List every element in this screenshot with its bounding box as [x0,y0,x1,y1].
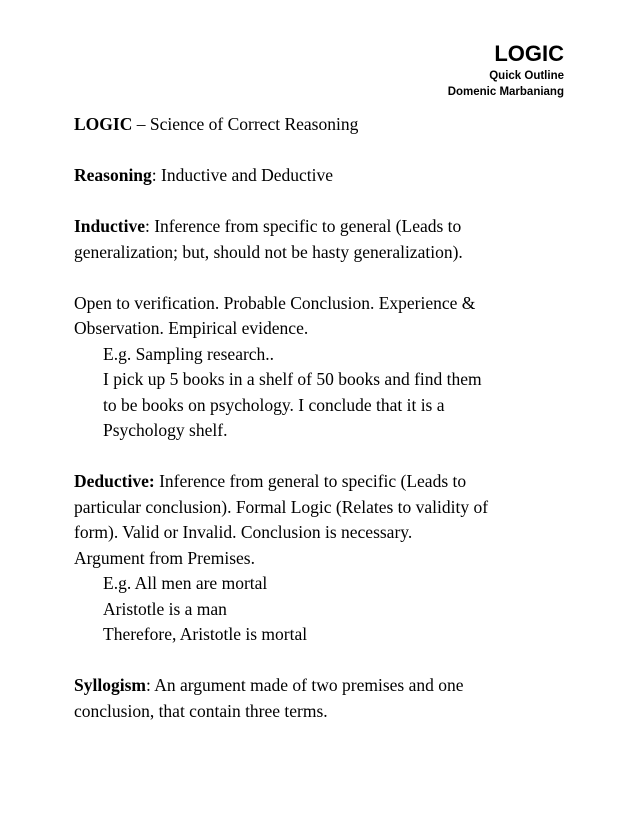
inductive-line-2: generalization; but, should not be hasty generalization). [74,241,463,262]
header-subtitle: Quick Outline [489,70,564,82]
deductive-term: Deductive: [74,471,155,491]
syllogism-term: Syllogism [74,675,146,695]
inductive-notes [74,291,574,444]
deductive-definition [74,469,574,648]
header-title: LOGIC [494,41,564,66]
deductive-line-1: Inference from general to specific (Leads to [154,471,467,491]
reasoning-text: : Inductive and Deductive [151,165,334,185]
reasoning-definition [74,163,574,189]
syllogism-line-2: conclusion, that contain three terms. [74,700,328,721]
logic-term: LOGIC [74,114,133,134]
inductive-line-1: : Inference from specific to general (Leads to [144,216,462,236]
inductive-definition [74,214,574,265]
inductive-example-2: I pick up 5 books in a shelf of 50 books and find them [103,369,482,389]
inductive-example-4: Psychology shelf. [103,420,228,440]
logic-text: – Science of Correct Reasoning [132,114,359,134]
document-body [74,112,574,750]
header-author: Domenic Marbaniang [447,86,564,98]
reasoning-term: Reasoning [74,165,152,185]
deductive-example-2: Aristotle is a man [103,598,227,619]
syllogism-definition [74,673,574,724]
document-header [448,40,564,100]
inductive-example-3: to be books on psychology. I conclude that it is a [103,394,445,415]
deductive-example-1: E.g. All men are mortal [103,573,268,593]
deductive-line-2: particular conclusion). Formal Logic (Relates to validity of [74,496,489,517]
logic-definition [74,112,574,138]
deductive-line-3: form). Valid or Invalid. Conclusion is necessary. [74,522,413,542]
syllogism-line-1: : An argument made of two premises and one [145,675,464,695]
inductive-notes-line-1: Open to verification. Probable Conclusion. Experience & [74,292,476,313]
deductive-line-4: Argument from Premises. [74,547,255,568]
inductive-term: Inductive [74,216,145,236]
inductive-example-1: E.g. Sampling research.. [103,343,275,364]
inductive-notes-line-2: Observation. Empirical evidence. [74,318,309,338]
deductive-example-3: Therefore, Aristotle is mortal [103,624,308,644]
